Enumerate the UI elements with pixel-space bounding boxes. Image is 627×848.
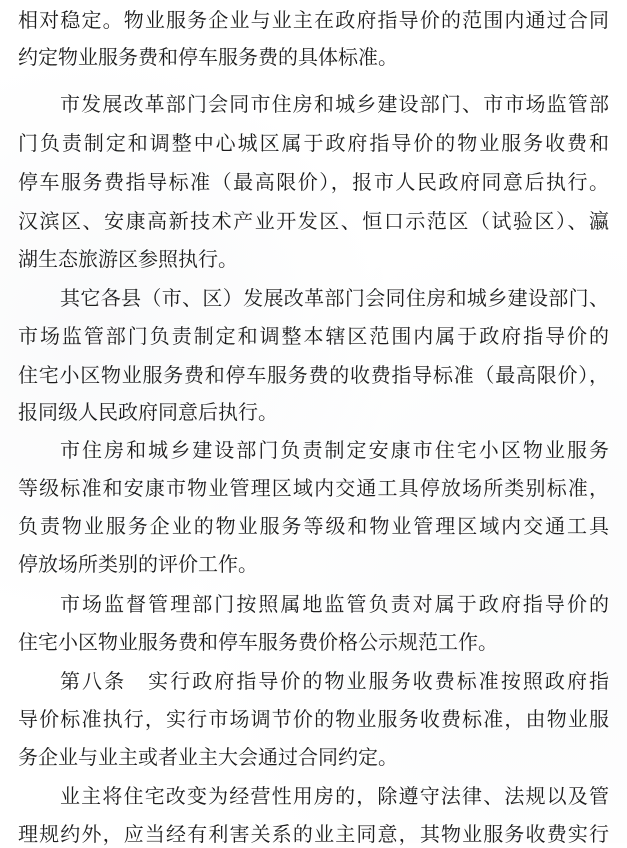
text-line: 停放场所类别的评价工作。 xyxy=(18,552,258,576)
text-line: 市场监督管理部门按照属地监管负责对属于政府指导价的 xyxy=(60,592,609,616)
text-line: 门负责制定和调整中心城区属于政府指导价的物业服务收费和 xyxy=(18,131,609,155)
text-line: 负责物业服务企业的物业服务等级和物业管理区域内交通工具 xyxy=(18,514,609,538)
text-line: 导价标准执行，实行市场调节价的物业服务收费标准，由物业服 xyxy=(18,707,609,731)
text-line: 业主将住宅改变为经营性用房的，除遵守法律、法规以及管 xyxy=(60,784,609,808)
text-line: 汉滨区、安康高新技术产业开发区、恒口示范区（试验区）、瀛 xyxy=(18,209,609,233)
text-line: 住宅小区物业服务费和停车服务费的收费指导标准（最高限价）， xyxy=(18,363,609,387)
article-heading-line: 第八条 实行政府指导价的物业服务收费标准按照政府指 xyxy=(60,669,609,693)
text-line: 湖生态旅游区参照执行。 xyxy=(18,247,238,271)
text-line: 相对稳定。物业服务企业与业主在政府指导价的范围内通过合同 xyxy=(18,8,609,32)
text-line: 市住房和城乡建设部门负责制定安康市住宅小区物业服务 xyxy=(60,438,609,462)
text-line: 等级标准和安康市物业管理区域内交通工具停放场所类别标准， xyxy=(18,476,609,500)
text-line: 理规约外，应当经有利害关系的业主同意，其物业服务收费实行 xyxy=(18,822,609,846)
text-line: 住宅小区物业服务费和停车服务费价格公示规范工作。 xyxy=(18,630,498,654)
text-line: 报同级人民政府同意后执行。 xyxy=(18,400,278,424)
text-line: 务企业与业主或者业主大会通过合同约定。 xyxy=(18,745,398,769)
text-line: 市场监管部门负责制定和调整本辖区范围内属于政府指导价的 xyxy=(18,324,609,348)
text-line: 其它各县（市、区）发展改革部门会同住房和城乡建设部门、 xyxy=(60,286,609,310)
text-line: 市发展改革部门会同市住房和城乡建设部门、市市场监管部 xyxy=(60,92,609,116)
text-line: 停车服务费指导标准（最高限价），报市人民政府同意后执行。 xyxy=(18,170,609,194)
text-line: 约定物业服务费和停车服务费的具体标准。 xyxy=(18,45,398,69)
